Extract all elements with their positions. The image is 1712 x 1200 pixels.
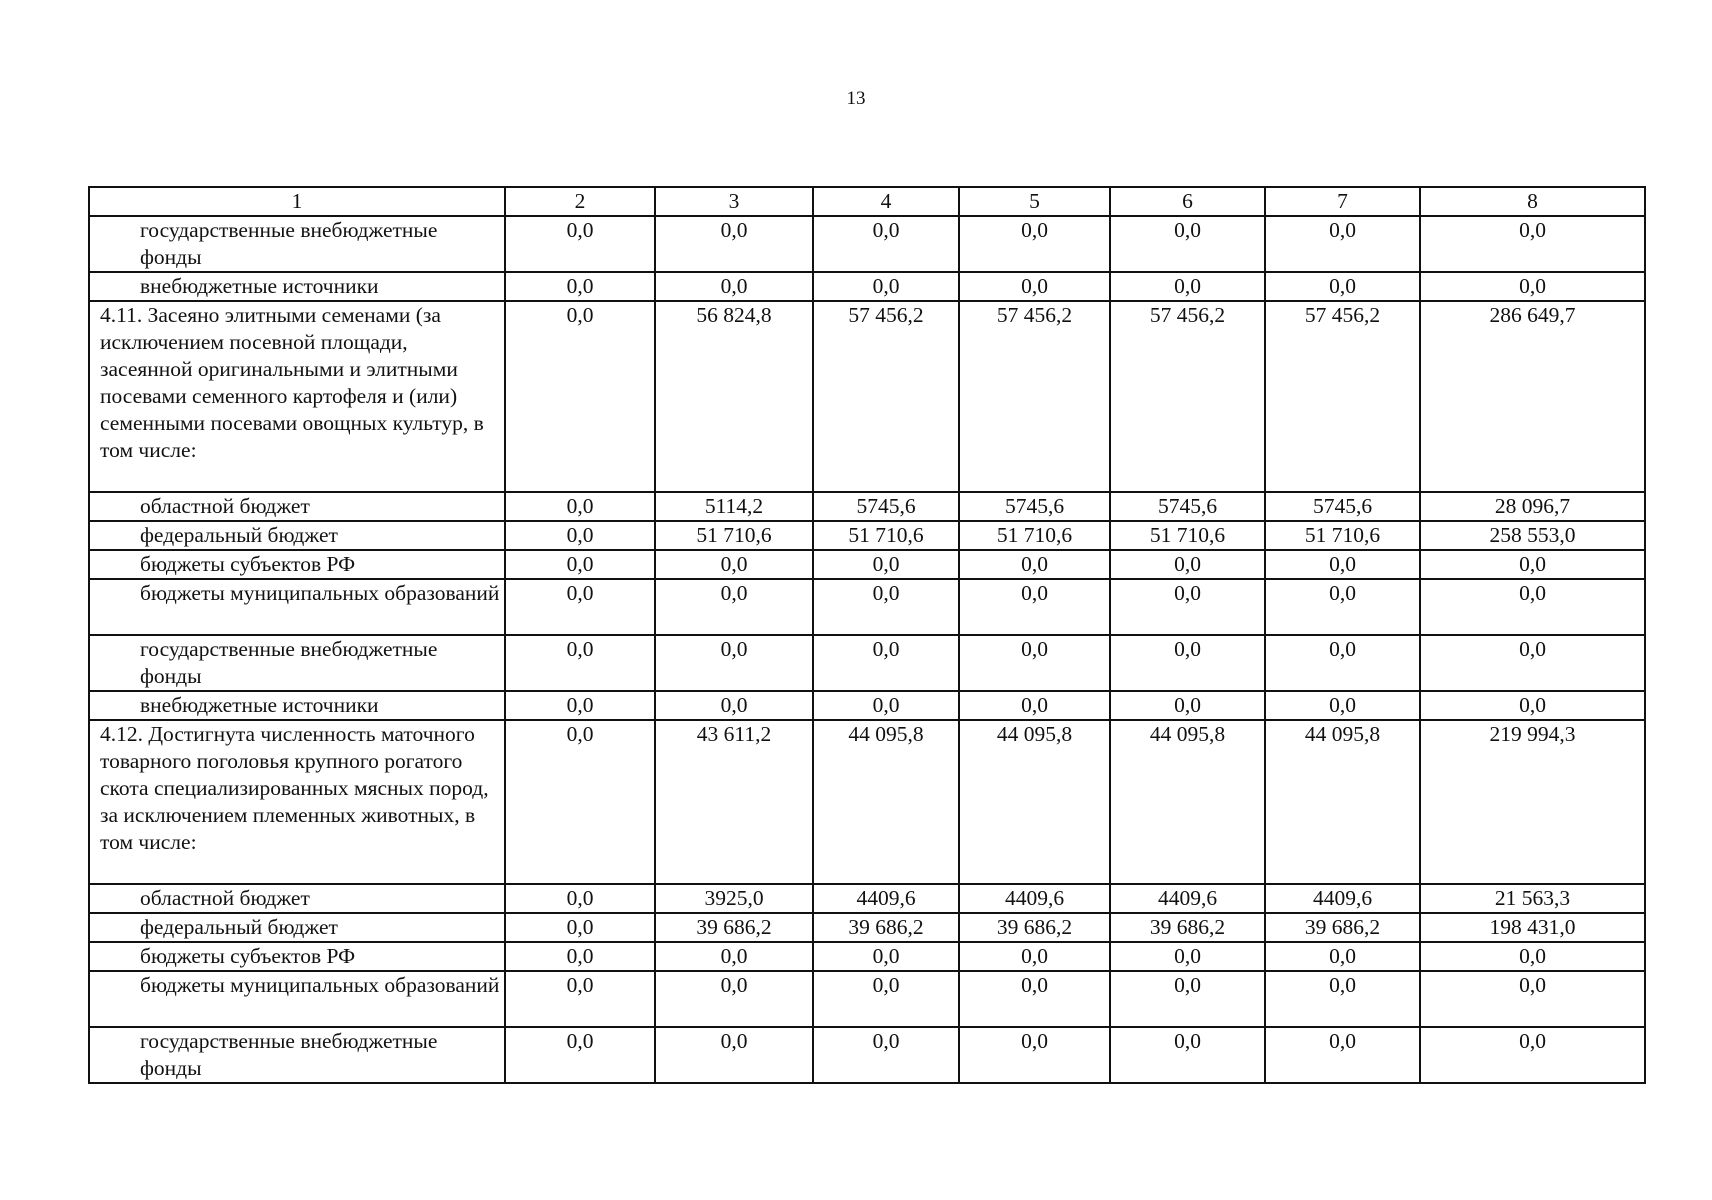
value-cell: 0,0 — [505, 635, 655, 691]
value-cell: 0,0 — [505, 884, 655, 913]
row-label: областной бюджет — [89, 492, 505, 521]
column-header: 1 — [89, 187, 505, 216]
value-cell: 39 686,2 — [813, 913, 959, 942]
value-cell: 0,0 — [1110, 579, 1265, 635]
row-label: федеральный бюджет — [89, 913, 505, 942]
value-cell: 0,0 — [505, 301, 655, 492]
value-cell: 0,0 — [1265, 942, 1420, 971]
value-cell: 44 095,8 — [813, 720, 959, 884]
value-cell: 0,0 — [1420, 691, 1645, 720]
table-row — [89, 635, 1645, 691]
value-cell: 0,0 — [1265, 579, 1420, 635]
value-cell: 0,0 — [813, 942, 959, 971]
value-cell: 0,0 — [655, 971, 813, 1027]
value-cell: 0,0 — [1420, 216, 1645, 272]
row-label: 4.11. Засеяно элитными семенами (за исключением посевной площади, засеянной оригинальными и элитными посевами семенного картофеля и (или) семенными посевами овощных культур, в том числе: — [89, 301, 505, 492]
value-cell: 0,0 — [1265, 550, 1420, 579]
table-row — [89, 971, 1645, 1027]
row-label: бюджеты субъектов РФ — [89, 550, 505, 579]
value-cell: 51 710,6 — [1110, 521, 1265, 550]
row-label: бюджеты субъектов РФ — [89, 942, 505, 971]
value-cell: 5114,2 — [655, 492, 813, 521]
value-cell: 57 456,2 — [1265, 301, 1420, 492]
value-cell: 39 686,2 — [655, 913, 813, 942]
value-cell: 0,0 — [959, 942, 1110, 971]
value-cell: 286 649,7 — [1420, 301, 1645, 492]
value-cell: 0,0 — [655, 216, 813, 272]
value-cell: 57 456,2 — [1110, 301, 1265, 492]
table-row — [89, 550, 1645, 579]
value-cell: 0,0 — [813, 971, 959, 1027]
value-cell: 0,0 — [1110, 635, 1265, 691]
value-cell: 0,0 — [813, 691, 959, 720]
value-cell: 219 994,3 — [1420, 720, 1645, 884]
value-cell: 0,0 — [1110, 272, 1265, 301]
value-cell: 0,0 — [1420, 942, 1645, 971]
row-label: государственные внебюджетные фонды — [89, 635, 505, 691]
table-row — [89, 579, 1645, 635]
budget-table — [88, 186, 1646, 1084]
value-cell: 43 611,2 — [655, 720, 813, 884]
value-cell: 0,0 — [959, 635, 1110, 691]
column-header: 4 — [813, 187, 959, 216]
value-cell: 51 710,6 — [813, 521, 959, 550]
value-cell: 5745,6 — [959, 492, 1110, 521]
value-cell: 39 686,2 — [1265, 913, 1420, 942]
value-cell: 0,0 — [505, 272, 655, 301]
value-cell: 0,0 — [655, 635, 813, 691]
table-row — [89, 691, 1645, 720]
value-cell: 0,0 — [1420, 272, 1645, 301]
row-label: 4.12. Достигнута численность маточного товарного поголовья крупного рогатого скота специализированных мясных пород, за исключением племенных животных, в том числе: — [89, 720, 505, 884]
value-cell: 5745,6 — [1265, 492, 1420, 521]
table-row — [89, 942, 1645, 971]
value-cell: 0,0 — [1265, 635, 1420, 691]
value-cell: 5745,6 — [1110, 492, 1265, 521]
value-cell: 0,0 — [1110, 691, 1265, 720]
value-cell: 21 563,3 — [1420, 884, 1645, 913]
value-cell: 28 096,7 — [1420, 492, 1645, 521]
value-cell: 0,0 — [1420, 1027, 1645, 1083]
value-cell: 0,0 — [1110, 216, 1265, 272]
value-cell: 0,0 — [1265, 216, 1420, 272]
value-cell: 0,0 — [655, 691, 813, 720]
value-cell: 56 824,8 — [655, 301, 813, 492]
value-cell: 0,0 — [959, 579, 1110, 635]
value-cell: 0,0 — [505, 216, 655, 272]
value-cell: 0,0 — [1265, 691, 1420, 720]
value-cell: 57 456,2 — [813, 301, 959, 492]
value-cell: 0,0 — [505, 1027, 655, 1083]
value-cell: 258 553,0 — [1420, 521, 1645, 550]
table-header-row — [89, 187, 1645, 216]
value-cell: 0,0 — [655, 550, 813, 579]
value-cell: 57 456,2 — [959, 301, 1110, 492]
value-cell: 51 710,6 — [1265, 521, 1420, 550]
value-cell: 4409,6 — [959, 884, 1110, 913]
row-label: внебюджетные источники — [89, 691, 505, 720]
value-cell: 0,0 — [505, 521, 655, 550]
page-number: 13 — [846, 88, 866, 109]
value-cell: 198 431,0 — [1420, 913, 1645, 942]
value-cell: 0,0 — [959, 691, 1110, 720]
value-cell: 0,0 — [505, 550, 655, 579]
table-row — [89, 521, 1645, 550]
column-header: 3 — [655, 187, 813, 216]
value-cell: 0,0 — [505, 720, 655, 884]
value-cell: 0,0 — [1110, 550, 1265, 579]
value-cell: 0,0 — [1110, 1027, 1265, 1083]
value-cell: 44 095,8 — [959, 720, 1110, 884]
value-cell: 44 095,8 — [1265, 720, 1420, 884]
value-cell: 0,0 — [813, 635, 959, 691]
value-cell: 0,0 — [655, 272, 813, 301]
value-cell: 3925,0 — [655, 884, 813, 913]
table-row — [89, 301, 1645, 492]
value-cell: 0,0 — [813, 550, 959, 579]
value-cell: 0,0 — [1265, 971, 1420, 1027]
row-label: областной бюджет — [89, 884, 505, 913]
column-header: 6 — [1110, 187, 1265, 216]
value-cell: 0,0 — [505, 579, 655, 635]
value-cell: 0,0 — [1420, 550, 1645, 579]
value-cell: 0,0 — [813, 216, 959, 272]
table-row — [89, 913, 1645, 942]
value-cell: 0,0 — [813, 579, 959, 635]
column-header: 8 — [1420, 187, 1645, 216]
value-cell: 0,0 — [1110, 971, 1265, 1027]
table-row — [89, 720, 1645, 884]
value-cell: 0,0 — [1265, 1027, 1420, 1083]
value-cell: 0,0 — [1110, 942, 1265, 971]
row-label: государственные внебюджетные фонды — [89, 216, 505, 272]
row-label: внебюджетные источники — [89, 272, 505, 301]
row-label: бюджеты муниципальных образований — [89, 971, 505, 1027]
value-cell: 4409,6 — [1110, 884, 1265, 913]
value-cell: 0,0 — [1420, 971, 1645, 1027]
value-cell: 0,0 — [959, 971, 1110, 1027]
value-cell: 0,0 — [959, 216, 1110, 272]
value-cell: 39 686,2 — [959, 913, 1110, 942]
value-cell: 0,0 — [505, 942, 655, 971]
value-cell: 5745,6 — [813, 492, 959, 521]
value-cell: 0,0 — [813, 1027, 959, 1083]
value-cell: 39 686,2 — [1110, 913, 1265, 942]
value-cell: 0,0 — [505, 913, 655, 942]
value-cell: 0,0 — [813, 272, 959, 301]
row-label: государственные внебюджетные фонды — [89, 1027, 505, 1083]
value-cell: 0,0 — [505, 691, 655, 720]
value-cell: 4409,6 — [1265, 884, 1420, 913]
table-row — [89, 272, 1645, 301]
column-header: 5 — [959, 187, 1110, 216]
value-cell: 44 095,8 — [1110, 720, 1265, 884]
value-cell: 0,0 — [959, 1027, 1110, 1083]
column-header: 2 — [505, 187, 655, 216]
table-row — [89, 492, 1645, 521]
table-row — [89, 216, 1645, 272]
value-cell: 0,0 — [655, 1027, 813, 1083]
value-cell: 0,0 — [1420, 635, 1645, 691]
row-label: бюджеты муниципальных образований — [89, 579, 505, 635]
value-cell: 0,0 — [1265, 272, 1420, 301]
column-header: 7 — [1265, 187, 1420, 216]
value-cell: 51 710,6 — [959, 521, 1110, 550]
table-row — [89, 1027, 1645, 1083]
value-cell: 51 710,6 — [655, 521, 813, 550]
value-cell: 0,0 — [655, 579, 813, 635]
table-row — [89, 884, 1645, 913]
row-label: федеральный бюджет — [89, 521, 505, 550]
value-cell: 0,0 — [959, 550, 1110, 579]
value-cell: 0,0 — [505, 971, 655, 1027]
value-cell: 4409,6 — [813, 884, 959, 913]
value-cell: 0,0 — [655, 942, 813, 971]
value-cell: 0,0 — [1420, 579, 1645, 635]
value-cell: 0,0 — [505, 492, 655, 521]
value-cell: 0,0 — [959, 272, 1110, 301]
